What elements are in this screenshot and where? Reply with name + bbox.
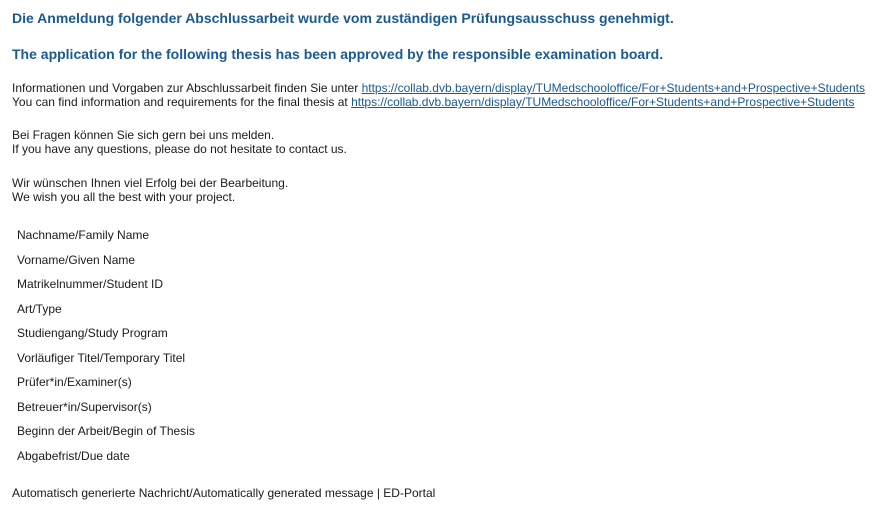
headline-english: The application for the following thesis has been approved by the responsible examination board. xyxy=(12,46,664,62)
field-examiners: Prüfer*in/Examiner(s) xyxy=(17,375,132,389)
field-temporary-title: Vorläufiger Titel/Temporary Titel xyxy=(17,350,186,365)
info-line-english xyxy=(12,95,865,109)
field-family-name: Nachname/Family Name xyxy=(17,228,150,242)
info-link-english[interactable]: https://collab.dvb.bayern/display/TUMedschooloffice/For+Students+and+Prospective+Students xyxy=(351,95,855,109)
questions-text-german: Bei Fragen können Sie sich gern bei uns melden. xyxy=(12,128,275,142)
info-link-german[interactable]: https://collab.dvb.bayern/display/TUMedschooloffice/For+Students+and+Prospective+Students xyxy=(361,81,865,95)
wishes-text-german: Wir wünschen Ihnen viel Erfolg bei der Bearbeitung. xyxy=(12,176,289,190)
questions-paragraph xyxy=(12,128,347,156)
email-body xyxy=(12,0,875,513)
info-paragraph xyxy=(12,81,865,109)
info-text-german: Informationen und Vorgaben zur Abschlussarbeit finden Sie unter xyxy=(12,81,362,95)
field-given-name: Vorname/Given Name xyxy=(17,252,136,267)
footer-note: Automatisch generierte Nachricht/Automatically generated message | ED-Portal xyxy=(12,486,436,500)
wishes-text-english: We wish you all the best with your project. xyxy=(12,190,236,204)
headline-german: Die Anmeldung folgender Abschlussarbeit wurde vom zuständigen Prüfungsausschuss genehmigt. xyxy=(12,10,674,26)
field-due-date: Abgabefrist/Due date xyxy=(17,448,130,463)
info-line-german xyxy=(12,81,865,95)
info-text-english: You can find information and requirements for the final thesis at xyxy=(12,95,352,109)
field-type: Art/Type xyxy=(17,301,62,316)
field-student-id: Matrikelnummer/Student ID xyxy=(17,277,164,291)
thesis-field-list xyxy=(17,227,195,472)
field-study-program: Studiengang/Study Program xyxy=(17,326,168,340)
field-supervisors: Betreuer*in/Supervisor(s) xyxy=(17,399,152,414)
questions-text-english: If you have any questions, please do not hesitate to contact us. xyxy=(12,142,347,156)
wishes-paragraph xyxy=(12,176,288,204)
field-begin-of-thesis: Beginn der Arbeit/Begin of Thesis xyxy=(17,424,195,438)
